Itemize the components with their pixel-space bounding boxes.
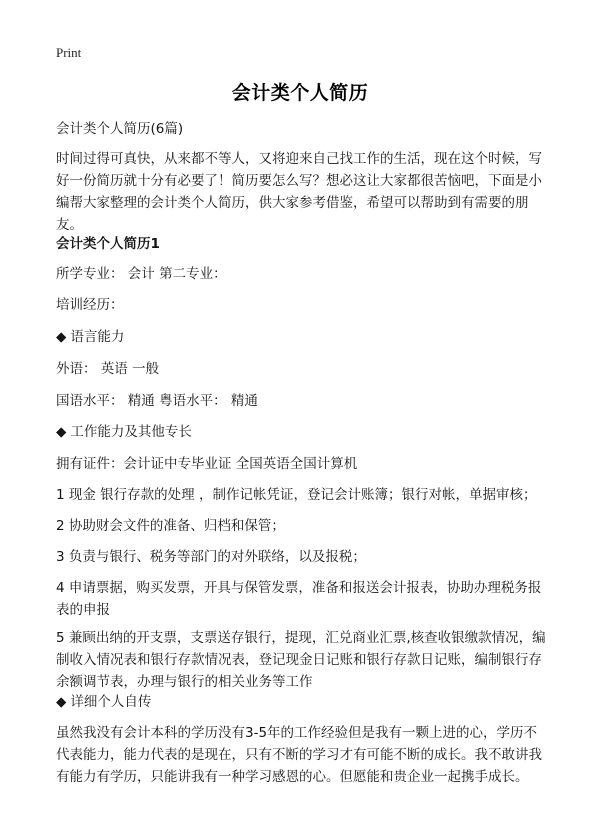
training-line: 培训经历： (56, 297, 124, 313)
intro-paragraph: 时间过得可真快，从来都不等人，又将迎来自己找工作的生活，现在这个时候，写好一份简历就十分有必要了！简历要怎么写？想必这让大家都很苦恼吧，下面是小编帮大家整理的会计类个人简历，供大家参考借鉴，希望可以帮助到有需要的朋友。 (56, 151, 542, 233)
print-link[interactable]: Print (56, 45, 82, 60)
list-item: 5 兼顾出纳的开支票，支票送存银行，提现，汇兑商业汇票,核查收银缴款情况，编制收入情况表和银行存款情况表，登记现金日记账和银行存款日记账，编制银行存余额调节表，办理与银行的相关业务等工作 (56, 630, 546, 690)
certificates-line: 拥有证件：会计证中专毕业证 全国英语全国计算机 (56, 456, 358, 472)
foreign-language-line: 外语： 英语 一般 (56, 361, 160, 377)
mandarin-line: 国语水平： 精通 粤语水平： 精通 (56, 393, 258, 409)
self-intro-heading-row (56, 691, 550, 713)
diamond-bullet-icon: ◆ (56, 329, 67, 345)
section-heading-resume-1: 会计类个人简历1 (56, 236, 160, 252)
self-intro-heading: 详细个人自传 (70, 694, 152, 710)
subtitle: 会计类个人简历(6篇) (56, 121, 184, 137)
language-heading-row (56, 326, 550, 348)
list-item: 1 现金 银行存款的处理 ，制作记帐凭证，登记会计账簿；银行对帐，单据审核； (56, 487, 537, 503)
list-item: 2 协助财会文件的准备、归档和保管； (56, 518, 285, 534)
work-ability-heading-row (56, 421, 550, 443)
language-heading: 语言能力 (70, 329, 125, 345)
self-intro-paragraph: 虽然我没有会计本科的学历没有3-5年的工作经验但是我有一颗上进的心，学历不代表能力，能力代表的是现在，只有不断的学习才有可能不断的成长。我不敢讲我有能力有学历，只能讲我有一种学习感恩的心。但愿能和贵企业一起携手成长。 (56, 725, 542, 785)
list-item: 3 负责与银行、税务等部门的对外联络，以及报税； (56, 549, 366, 565)
diamond-bullet-icon: ◆ (56, 424, 67, 440)
diamond-bullet-icon: ◆ (56, 694, 67, 710)
major-line: 所学专业： 会计 第二专业： (56, 266, 227, 282)
list-item: 4 申请票据，购买发票，开具与保管发票，准备和报送会计报表，协助办理税务报表的申报 (56, 580, 542, 618)
page-title: 会计类个人简历 (231, 82, 369, 104)
work-ability-heading: 工作能力及其他专长 (70, 424, 192, 440)
